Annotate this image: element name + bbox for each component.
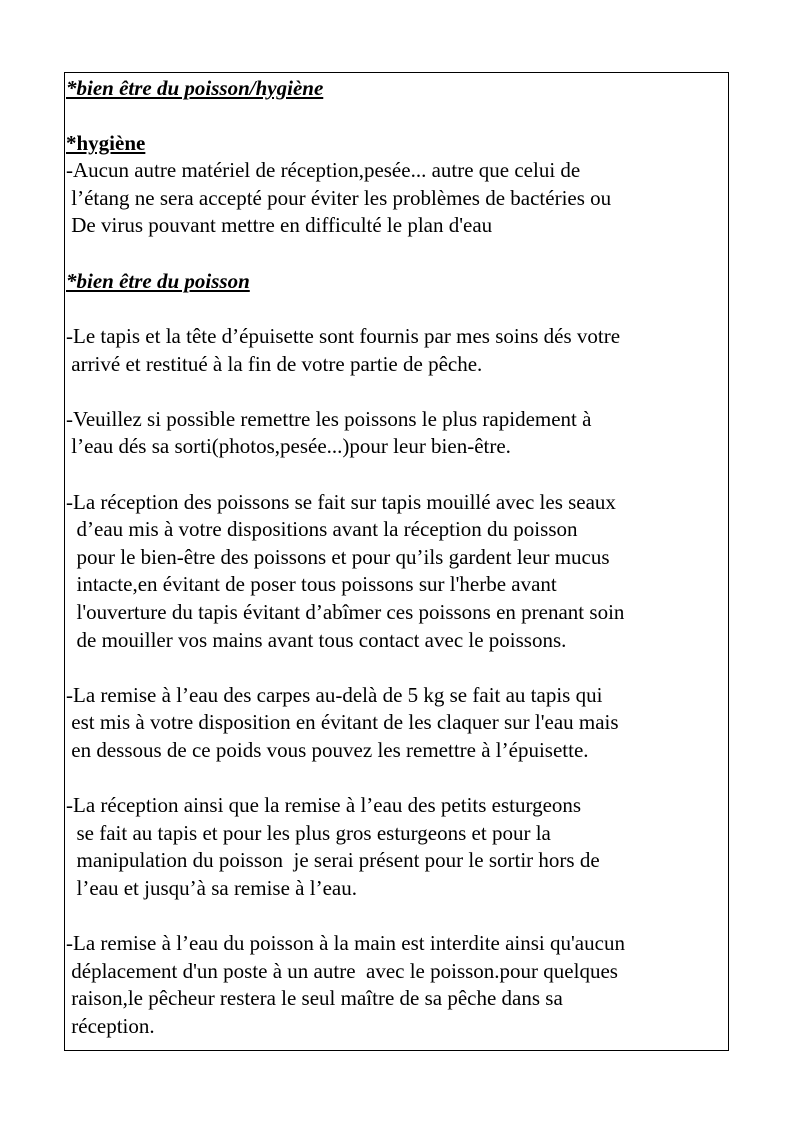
paragraph-line: -La réception ainsi que la remise à l’eau des petits esturgeons — [66, 793, 582, 817]
paragraph-line: -Le tapis et la tête d’épuisette sont fournis par mes soins dés votre — [66, 324, 621, 348]
paragraph-line: l’eau dés sa sorti(photos,pesée...)pour leur bien-être. — [66, 434, 511, 458]
paragraph-line: -La remise à l’eau du poisson à la main est interdite ainsi qu'aucun — [66, 931, 625, 955]
paragraph-line: d’eau mis à votre dispositions avant la réception du poisson — [66, 517, 578, 541]
hygiene-heading: *hygiène — [66, 131, 146, 155]
paragraph-line: -La réception des poissons se fait sur tapis mouillé avec les seaux — [66, 490, 616, 514]
paragraph-line: en dessous de ce poids vous pouvez les remettre à l’épuisette. — [66, 738, 589, 762]
paragraph-line: l'ouverture du tapis évitant d’abîmer ces poissons en prenant soin — [66, 600, 625, 624]
paragraph-line: raison,le pêcheur restera le seul maître de sa pêche dans sa — [66, 986, 563, 1010]
paragraph-line: de mouiller vos mains avant tous contact avec le poissons. — [66, 628, 567, 652]
paragraph-line: se fait au tapis et pour les plus gros esturgeons et pour la — [66, 821, 551, 845]
paragraph-line: -La remise à l’eau des carpes au-delà de 5 kg se fait au tapis qui — [66, 683, 603, 707]
paragraph-line: réception. — [66, 1014, 155, 1038]
paragraph-line: -Veuillez si possible remettre les poissons le plus rapidement à — [66, 407, 592, 431]
paragraph-line: est mis à votre disposition en évitant de les claquer sur l'eau mais — [66, 710, 619, 734]
hygiene-line: De virus pouvant mettre en difficulté le plan d'eau — [66, 213, 493, 237]
paragraph-line: l’eau et jusqu’à sa remise à l’eau. — [66, 876, 357, 900]
bien-etre-heading: *bien être du poisson — [66, 269, 250, 293]
paragraph-line: pour le bien-être des poissons et pour qu’ils gardent leur mucus — [66, 545, 610, 569]
paragraph-line: déplacement d'un poste à un autre avec le poisson.pour quelques — [66, 959, 618, 983]
hygiene-line: -Aucun autre matériel de réception,pesée... autre que celui de — [66, 158, 581, 182]
document-title: *bien être du poisson/hygiène — [66, 76, 324, 100]
paragraph-line: manipulation du poisson je serai présent pour le sortir hors de — [66, 848, 600, 872]
hygiene-line: l’étang ne sera accepté pour éviter les problèmes de bactéries ou — [66, 186, 612, 210]
paragraph-line: intacte,en évitant de poser tous poissons sur l'herbe avant — [66, 572, 557, 596]
paragraph-line: arrivé et restitué à la fin de votre partie de pêche. — [66, 352, 483, 376]
